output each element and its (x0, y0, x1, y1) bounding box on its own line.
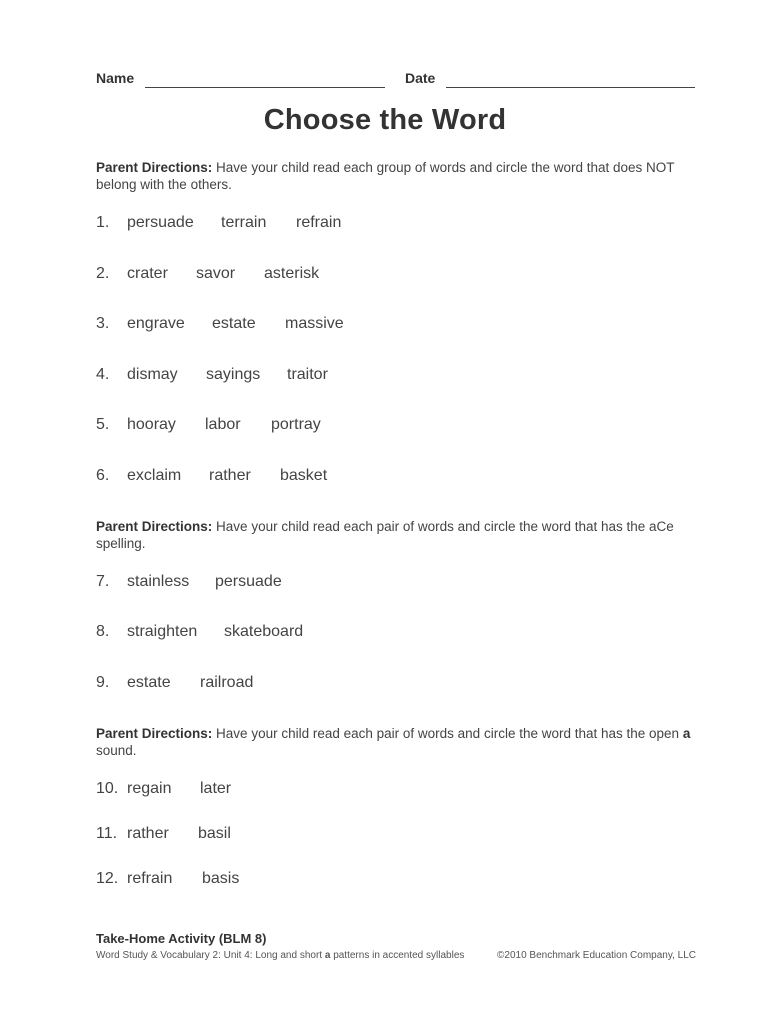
word-option[interactable]: asterisk (264, 265, 320, 282)
directions-label: Parent Directions: (96, 519, 213, 534)
emphasis-letter: a (682, 726, 691, 741)
directions-text: sound. (96, 743, 137, 758)
page-title: Choose the Word (263, 104, 507, 136)
copyright: ©2010 Benchmark Education Company, LLC (497, 950, 696, 961)
word-option[interactable]: hooray (127, 416, 176, 433)
item-number: 5. (96, 416, 110, 433)
word-option[interactable]: estate (212, 315, 256, 332)
name-label: Name (96, 70, 135, 86)
word-option[interactable]: sayings (206, 366, 261, 383)
item-number: 11. (96, 825, 118, 842)
word-option[interactable]: skateboard (224, 623, 304, 640)
directions-text: Have your child read each group of words and circle the word that does NOT belong with the others. (96, 160, 675, 192)
word-option[interactable]: crater (127, 265, 168, 282)
word-option[interactable]: exclaim (127, 467, 182, 484)
word-option[interactable]: rather (209, 467, 251, 484)
item-number: 7. (96, 573, 110, 590)
word-option[interactable]: basis (202, 870, 240, 887)
footer-subtitle-text: patterns in accented syllables (333, 950, 465, 961)
word-option[interactable]: rather (127, 825, 169, 842)
word-option[interactable]: savor (196, 265, 236, 282)
word-option[interactable]: persuade (127, 214, 194, 231)
word-option[interactable]: portray (271, 416, 321, 433)
directions-section-1 (96, 159, 696, 193)
footer-subtitle (96, 950, 464, 961)
directions-label: Parent Directions: (96, 160, 213, 175)
word-option[interactable]: estate (127, 674, 171, 691)
word-option[interactable]: refrain (296, 214, 342, 231)
word-option[interactable]: traitor (287, 366, 328, 383)
word-option[interactable]: persuade (215, 573, 282, 590)
item-number: 12. (96, 870, 119, 887)
item-number: 2. (96, 265, 110, 282)
item-number: 1. (96, 214, 110, 231)
directions-text: Have your child read each pair of words and circle the word that has the open (216, 726, 680, 741)
word-option[interactable]: labor (205, 416, 241, 433)
footer-title: Take-Home Activity (BLM 8) (96, 931, 267, 946)
date-label: Date (405, 70, 436, 86)
word-option[interactable]: later (200, 780, 232, 797)
name-date-row (96, 70, 696, 92)
word-option[interactable]: massive (285, 315, 344, 332)
word-option[interactable]: dismay (127, 366, 178, 383)
directions-text: Have your child read each pair of words and circle the word that has the aCe spelling. (96, 519, 674, 551)
footer-subtitle-text: Word Study & Vocabulary 2: Unit 4: Long and short (96, 950, 323, 961)
footer-emphasis: a (324, 950, 331, 961)
word-option[interactable]: regain (127, 780, 172, 797)
directions-section-2 (96, 518, 696, 552)
name-field[interactable] (145, 87, 385, 88)
item-number: 4. (96, 366, 110, 383)
item-number: 6. (96, 467, 110, 484)
word-option[interactable]: engrave (127, 315, 185, 332)
word-option[interactable]: railroad (200, 674, 254, 691)
word-option[interactable]: basil (198, 825, 231, 842)
word-option[interactable]: straighten (127, 623, 198, 640)
item-number: 3. (96, 315, 110, 332)
word-option[interactable]: stainless (127, 573, 190, 590)
date-field[interactable] (446, 87, 695, 88)
word-option[interactable]: terrain (221, 214, 267, 231)
item-number: 10. (96, 780, 119, 797)
word-option[interactable]: basket (280, 467, 328, 484)
directions-label: Parent Directions: (96, 726, 213, 741)
directions-section-3 (96, 725, 696, 759)
item-number: 8. (96, 623, 110, 640)
item-number: 9. (96, 674, 110, 691)
word-option[interactable]: refrain (127, 870, 173, 887)
